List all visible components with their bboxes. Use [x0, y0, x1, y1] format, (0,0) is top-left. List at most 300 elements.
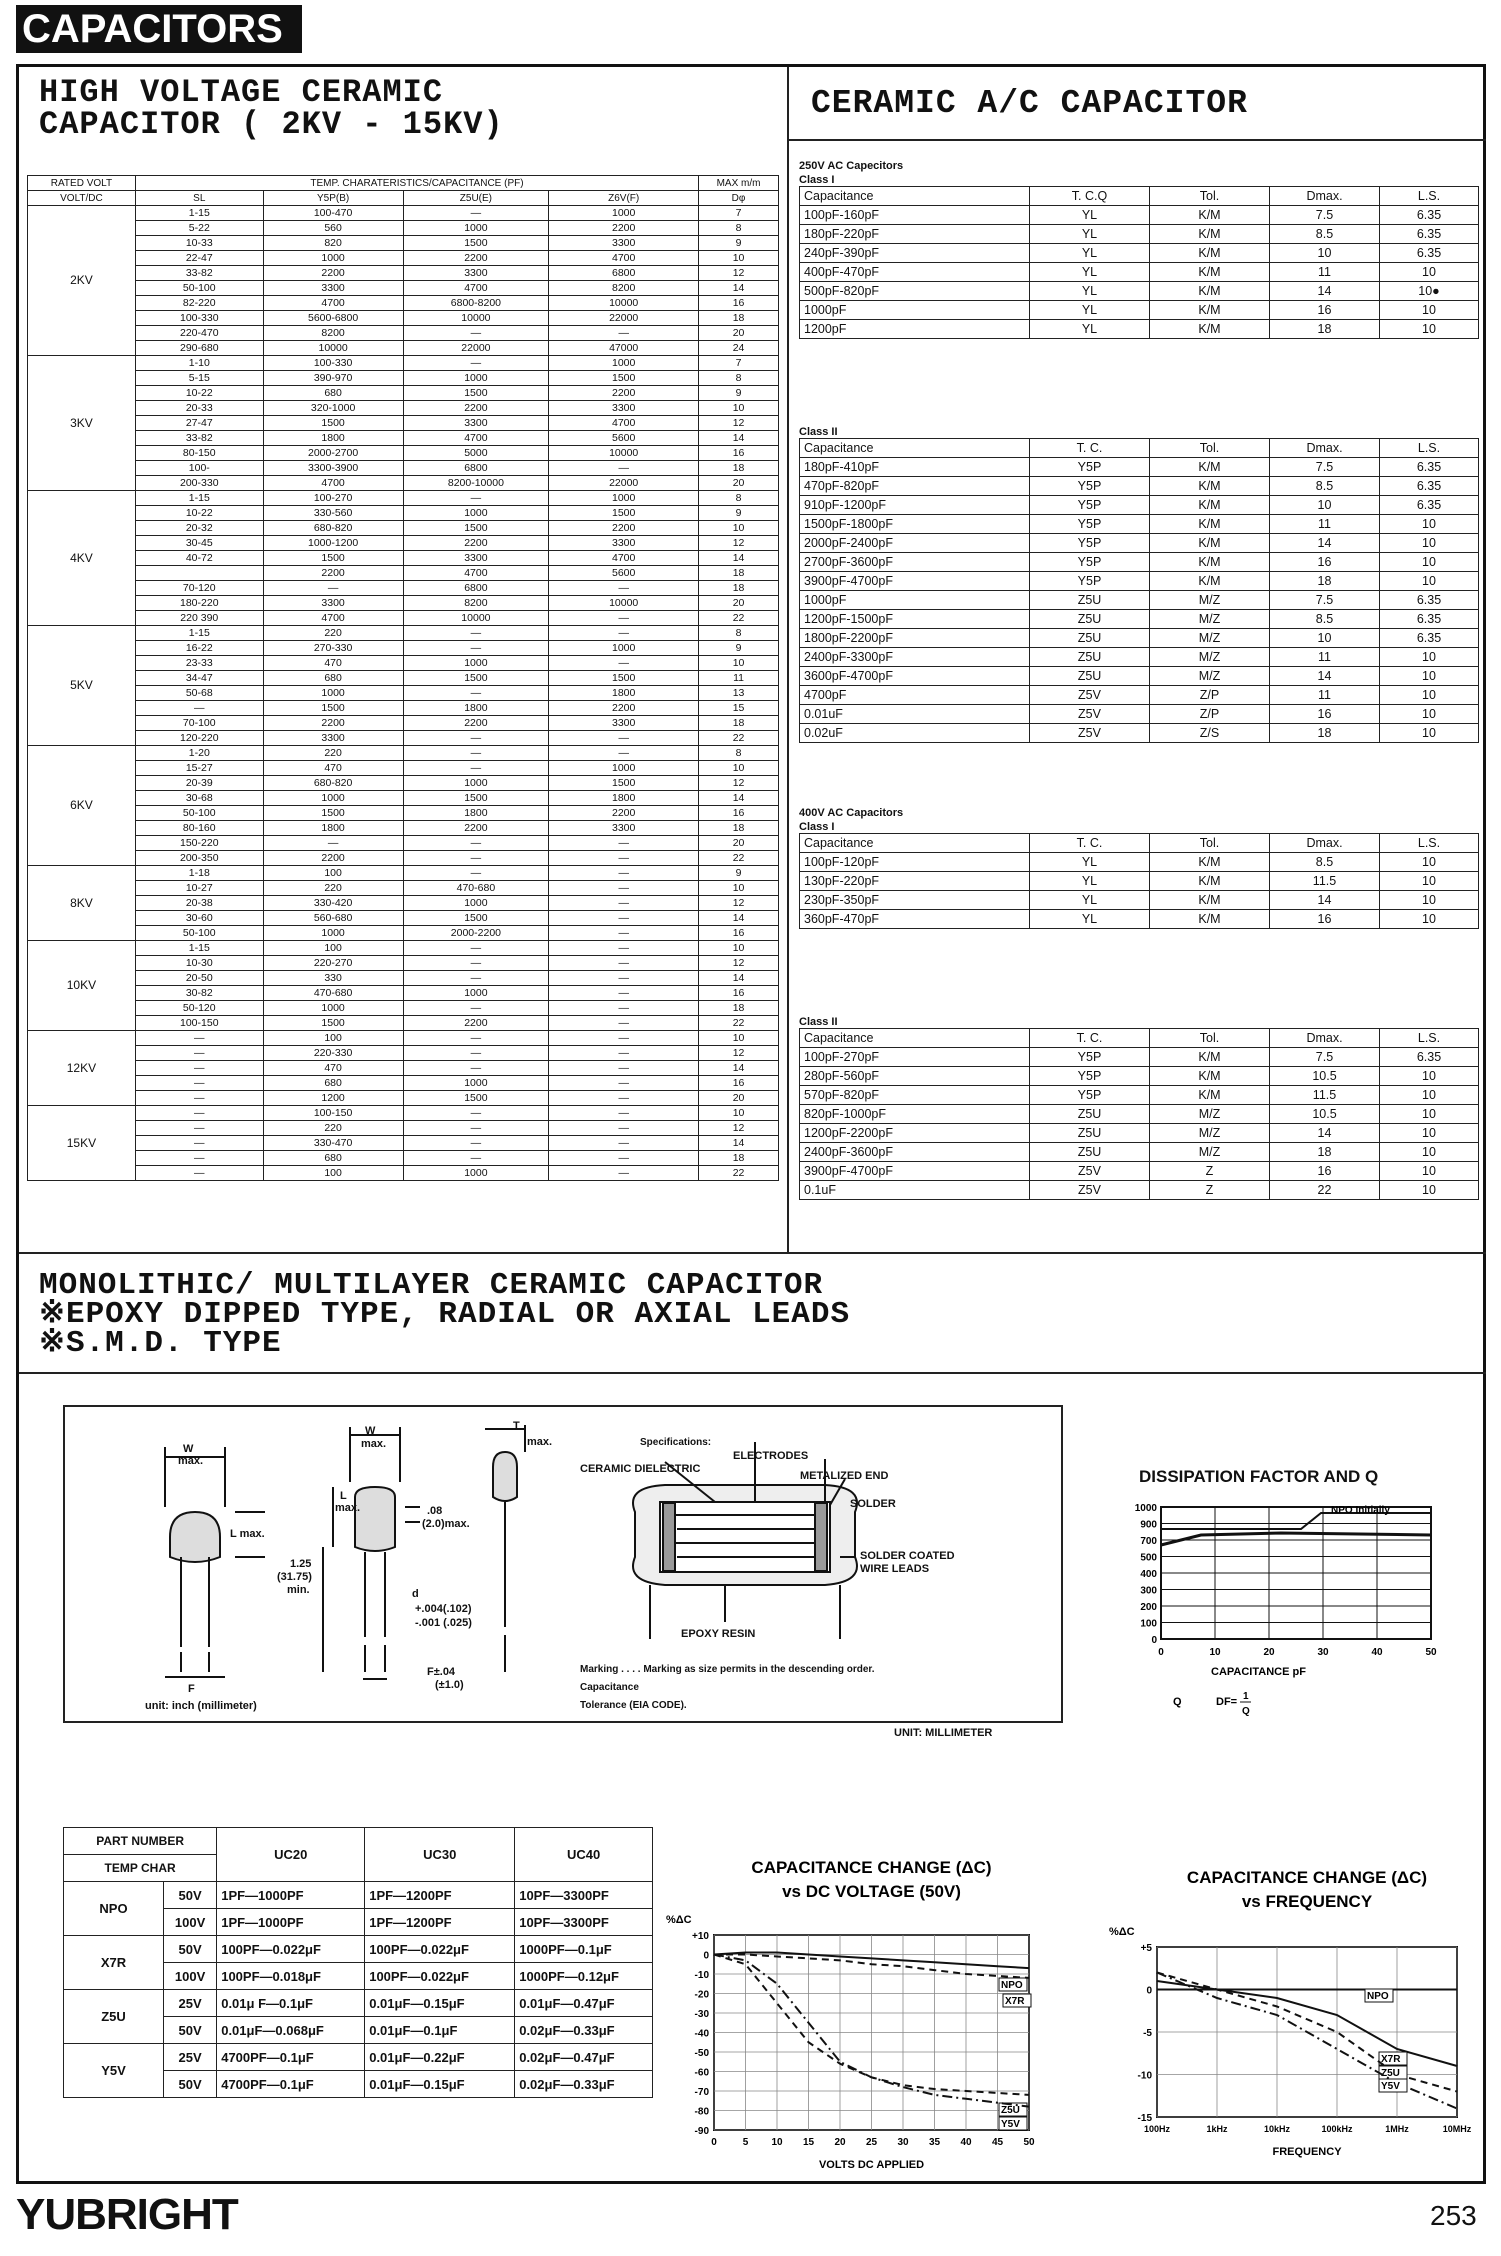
ac-head-cell: Capacitance [800, 834, 1030, 853]
ac-cell: 10 [1380, 1181, 1479, 1200]
ac-cell: Y5P [1030, 553, 1150, 572]
hv-cell: 16 [699, 296, 779, 311]
ac-cell: 10 [1380, 724, 1479, 743]
hv-cell: 150-220 [135, 836, 263, 851]
ac-head-cell: Dmax. [1270, 187, 1380, 206]
hv-cell: 30-82 [135, 986, 263, 1001]
hv-row [28, 416, 779, 431]
chart-legend-npo: NPO [1367, 1991, 1389, 2002]
ac-cell: 10 [1380, 1162, 1479, 1181]
hv-cell: — [549, 1151, 699, 1166]
hv-cell: 14 [699, 911, 779, 926]
df-ytick: 200 [1140, 1602, 1157, 1613]
ac-class: Class II [799, 426, 838, 438]
hv-cell: 70-100 [135, 716, 263, 731]
hv-cell: 14 [699, 791, 779, 806]
hv-cell: 18 [699, 1151, 779, 1166]
ac-cell: 7.5 [1270, 1048, 1380, 1067]
ac-cell: Y5P [1030, 496, 1150, 515]
ac-head-cell: Tol. [1150, 187, 1270, 206]
chart-ytick: 0 [703, 1950, 709, 1962]
ac-cell: M/Z [1150, 610, 1270, 629]
hv-cell: — [135, 1091, 263, 1106]
hv-cell: 2200 [263, 851, 403, 866]
ac-cell: K/M [1150, 553, 1270, 572]
hv-cell: 5-22 [135, 221, 263, 236]
hv-cell: — [549, 956, 699, 971]
ac-cell: 4700pF [800, 686, 1030, 705]
freq-chart-svg [1099, 1867, 1479, 2187]
hv-cell: 7 [699, 356, 779, 371]
hv-cell: 1000 [549, 641, 699, 656]
hv-row [28, 821, 779, 836]
ac-cell: 180pF-410pF [800, 458, 1030, 477]
ac-cell: K/M [1150, 282, 1270, 301]
ac-caption: 250V AC Capecitors [799, 160, 904, 172]
ac-cell: Z5U [1030, 629, 1150, 648]
ac-cell: Z5U [1030, 648, 1150, 667]
hv-row [28, 551, 779, 566]
hv-cell: 82-220 [135, 296, 263, 311]
hv-row [28, 956, 779, 971]
ac-cell: M/Z [1150, 667, 1270, 686]
hv-cell: 50-68 [135, 686, 263, 701]
hv-cell: 12 [699, 956, 779, 971]
hv-row [28, 746, 779, 761]
hv-cell: 30-45 [135, 536, 263, 551]
hv-row [28, 266, 779, 281]
hv-volt-cell: 8KV [28, 866, 136, 941]
hv-cell: 1000 [403, 1076, 549, 1091]
hv-cell: 1000 [263, 926, 403, 941]
hv-cell: 5-15 [135, 371, 263, 386]
ac-cell: Y5P [1030, 1067, 1150, 1086]
hv-cell: — [403, 686, 549, 701]
hv-volt-cell: 6KV [28, 746, 136, 866]
hv-cell: 10000 [263, 341, 403, 356]
ac-cell: YL [1030, 282, 1150, 301]
ac-cell: 10 [1380, 263, 1479, 282]
ac-cell: M/Z [1150, 648, 1270, 667]
ac-cell: 10 [1380, 648, 1479, 667]
ac-cell: M/Z [1150, 591, 1270, 610]
ac-cell: 10 [1380, 1105, 1479, 1124]
hv-row [28, 1001, 779, 1016]
ac-cell: Z5U [1030, 591, 1150, 610]
hv-cell: 50-100 [135, 281, 263, 296]
hv-row [28, 701, 779, 716]
hv-cell: 680-820 [263, 776, 403, 791]
hv-cell: 4700 [263, 296, 403, 311]
hv-cell: — [403, 1046, 549, 1061]
label-epoxy: EPOXY RESIN [681, 1628, 756, 1640]
ac-cell: 10 [1380, 853, 1479, 872]
pn-head-col1: UC20 [217, 1828, 365, 1882]
dim-w-max: max. [178, 1455, 204, 1467]
hv-cell: 20 [699, 596, 779, 611]
ac-cell: 820pF-1000pF [800, 1105, 1030, 1124]
ac-cell: YL [1030, 263, 1150, 282]
label-coated1: SOLDER COATED [860, 1550, 955, 1562]
pn-range: 0.01μF—0.22μF [365, 2044, 515, 2071]
hv-cell: 5600 [549, 431, 699, 446]
ac-cell: K/M [1150, 1067, 1270, 1086]
hv-cell: 22000 [549, 311, 699, 326]
hv-cell: — [549, 971, 699, 986]
ac-head-row [800, 187, 1479, 206]
hv-cell: 33-82 [135, 266, 263, 281]
ac-cell: YL [1030, 225, 1150, 244]
df-formula-q: Q [1173, 1696, 1182, 1708]
chart-xtick: 25 [865, 2137, 878, 2148]
ac-cell: Z5V [1030, 1162, 1150, 1181]
ac-class: Class I [799, 821, 835, 833]
label-metal: METALIZED END [800, 1470, 889, 1482]
ac-cell: 10● [1380, 282, 1479, 301]
df-ytick: 100 [1140, 1618, 1157, 1630]
ac-cell: Z/S [1150, 724, 1270, 743]
pn-range: 0.01μF—0.1μF [365, 2017, 515, 2044]
hv-cell: 100 [263, 1166, 403, 1181]
hv-cell: 3300 [549, 401, 699, 416]
ac-cell: 16 [1270, 553, 1380, 572]
ac-cell: K/M [1150, 1048, 1270, 1067]
ac-cell: K/M [1150, 244, 1270, 263]
hv-cell: — [403, 1136, 549, 1151]
pn-head-col3: UC40 [515, 1828, 653, 1882]
pn-range: 1PF—1200PF [365, 1909, 515, 1936]
hv-cell: 23-33 [135, 656, 263, 671]
ac-cell: K/M [1150, 853, 1270, 872]
hv-row [28, 1091, 779, 1106]
chart-xtick: 10MHz [1442, 2124, 1472, 2134]
hv-cell: 1000 [403, 371, 549, 386]
ac-cell: 16 [1270, 910, 1380, 929]
pn-range: 100PF—0.022μF [365, 1963, 515, 1990]
hv-head-rated: RATED VOLT [28, 176, 136, 191]
ac-row [800, 853, 1479, 872]
pn-row [64, 2044, 653, 2071]
pn-range: 0.02μF—0.33μF [515, 2071, 653, 2098]
ac-row [800, 1105, 1479, 1124]
hv-cell: 12 [699, 266, 779, 281]
ac-cell: K/M [1150, 534, 1270, 553]
pn-range: 100PF—0.018μF [217, 1963, 365, 1990]
hv-cell: — [549, 986, 699, 1001]
ac-cell: 1000pF [800, 591, 1030, 610]
ac-head-cell: L.S. [1380, 1029, 1479, 1048]
ac-row [800, 515, 1479, 534]
dim-t: T [513, 1420, 520, 1432]
ac-cell: 360pF-470pF [800, 910, 1030, 929]
df-chart [1099, 1467, 1469, 1797]
hv-cell: 12 [699, 536, 779, 551]
hv-cell: 6800 [403, 461, 549, 476]
page-frame [16, 64, 1486, 2184]
hv-row [28, 731, 779, 746]
ac-cell: 14 [1270, 891, 1380, 910]
hv-cell: 20 [699, 326, 779, 341]
hv-cell: 14 [699, 1061, 779, 1076]
df-xtick: 10 [1209, 1647, 1221, 1658]
ac-cell: 16 [1270, 301, 1380, 320]
hv-row [28, 491, 779, 506]
ac-cell: 11 [1270, 648, 1380, 667]
hv-cell: 10-22 [135, 506, 263, 521]
hv-cell: — [549, 731, 699, 746]
df-frac-den: Q [1242, 1706, 1250, 1717]
hv-cell: 1500 [263, 551, 403, 566]
hv-cell: 2200 [549, 386, 699, 401]
hv-cell: 1000 [549, 491, 699, 506]
hv-cell: 3300 [403, 551, 549, 566]
ac-cell: K/M [1150, 320, 1270, 339]
chart-title: CAPACITANCE CHANGE (ΔC) [751, 1858, 992, 1877]
ac-cell: 10 [1380, 910, 1479, 929]
hv-cell: — [403, 1151, 549, 1166]
ac-cell: Z5U [1030, 1105, 1150, 1124]
hv-cell: 2200 [263, 716, 403, 731]
hv-cell: 20 [699, 476, 779, 491]
chart-ytick: -60 [694, 2067, 709, 2079]
ac-row [800, 477, 1479, 496]
hv-cell: 220 [263, 1121, 403, 1136]
hv-cell: 22 [699, 731, 779, 746]
hv-volt-cell: 10KV [28, 941, 136, 1031]
hv-cell: 2000-2700 [263, 446, 403, 461]
hv-cell: — [263, 836, 403, 851]
chart-ytick: -15 [1137, 2113, 1152, 2124]
hv-volt-cell: 12KV [28, 1031, 136, 1106]
hv-cell: 22000 [549, 476, 699, 491]
ac-cell: 16 [1270, 705, 1380, 724]
ac-row [800, 648, 1479, 667]
ac-cell: 6.35 [1380, 244, 1479, 263]
ac-head-cell: T. C. [1030, 439, 1150, 458]
label-dielectric: CERAMIC DIELECTRIC [580, 1463, 701, 1475]
ac-cell: Y5P [1030, 515, 1150, 534]
df-ytick: 0 [1151, 1635, 1157, 1646]
df-series-line [1161, 1533, 1431, 1545]
hv-cell: 470 [263, 656, 403, 671]
hv-cell: — [403, 746, 549, 761]
ac-cell: 18 [1270, 320, 1380, 339]
hv-cell: 8 [699, 491, 779, 506]
hv-cell: 470 [263, 761, 403, 776]
hv-cell: 220 [263, 746, 403, 761]
dim-min: min. [287, 1584, 310, 1596]
hv-row [28, 476, 779, 491]
hv-title [39, 74, 504, 143]
ac-cell: 0.1uF [800, 1181, 1030, 1200]
pn-voltage: 100V [164, 1909, 217, 1936]
hv-cell: 1000 [263, 686, 403, 701]
ac-cell: Y5P [1030, 1086, 1150, 1105]
hv-cell: — [549, 581, 699, 596]
hv-cell: 3300-3900 [263, 461, 403, 476]
diagram-box [63, 1405, 1063, 1723]
ac-table [799, 438, 1479, 743]
hv-cell: — [549, 941, 699, 956]
hv-cell: 100-150 [135, 1016, 263, 1031]
hv-cell: 4700 [263, 611, 403, 626]
hv-cell: 47000 [549, 341, 699, 356]
ac-row [800, 244, 1479, 263]
ac-cell: Z [1150, 1162, 1270, 1181]
chart-xtick: 5 [742, 2137, 749, 2148]
hv-cell: — [549, 1076, 699, 1091]
ac-cell: 6.35 [1380, 225, 1479, 244]
pn-range: 1000PF—0.1μF [515, 1936, 653, 1963]
hv-cell: 10000 [549, 446, 699, 461]
hv-cell: 1800 [549, 686, 699, 701]
hv-cell: 14 [699, 971, 779, 986]
chart-xtick: 40 [960, 2137, 972, 2148]
ac-cell: K/M [1150, 572, 1270, 591]
section-divider-2 [19, 1372, 1486, 1374]
hv-cell: — [135, 1046, 263, 1061]
ac-table-block [799, 807, 1479, 929]
hv-cell: 390-970 [263, 371, 403, 386]
hv-cell: 10 [699, 401, 779, 416]
ac-cell: 11.5 [1270, 872, 1380, 891]
ac-head-row [800, 1029, 1479, 1048]
hv-row [28, 716, 779, 731]
hv-cell: 270-330 [263, 641, 403, 656]
hv-cell: 12 [699, 416, 779, 431]
ac-cell: 280pF-560pF [800, 1067, 1030, 1086]
hv-cell: — [403, 206, 549, 221]
hv-cell: 10-22 [135, 386, 263, 401]
ac-head-cell: T. C. [1030, 1029, 1150, 1048]
label-coated2: WIRE LEADS [860, 1563, 930, 1575]
df-xtick: 30 [1317, 1647, 1329, 1658]
hv-row [28, 986, 779, 1001]
hv-row [28, 371, 779, 386]
ac-row [800, 667, 1479, 686]
chart-ytick: 0 [1146, 1985, 1152, 1997]
hv-cell: 10-27 [135, 881, 263, 896]
pn-range: 10PF—3300PF [515, 1882, 653, 1909]
hv-cell: 120-220 [135, 731, 263, 746]
hv-cell: — [403, 491, 549, 506]
spec-label: Specifications: [640, 1437, 712, 1448]
hv-head-temp: TEMP. CHARATERISTICS/CAPACITANCE (PF) [135, 176, 698, 191]
hv-cell: 34-47 [135, 671, 263, 686]
hv-cell: 2200 [549, 701, 699, 716]
hv-cell: 5000 [403, 446, 549, 461]
hv-cell: 22 [699, 851, 779, 866]
hv-cell: — [549, 926, 699, 941]
hv-cell: 10000 [549, 296, 699, 311]
hv-cell: 22 [699, 611, 779, 626]
pn-range: 1PF—1000PF [217, 1909, 365, 1936]
hv-cell: 220-270 [263, 956, 403, 971]
ac-cell: 470pF-820pF [800, 477, 1030, 496]
df-ytick: 1000 [1134, 1503, 1157, 1514]
ac-cell: K/M [1150, 301, 1270, 320]
chart-subtitle: vs FREQUENCY [1241, 1892, 1373, 1911]
dim-l-max: max. [335, 1502, 361, 1514]
hv-cell: 1-20 [135, 746, 263, 761]
hv-head-z5u: Z5U(E) [403, 191, 549, 206]
ac-cell: 10 [1380, 1086, 1479, 1105]
hv-cell: — [549, 1031, 699, 1046]
ac-cell: 11 [1270, 263, 1380, 282]
ac-cell: 180pF-220pF [800, 225, 1030, 244]
hv-row [28, 446, 779, 461]
hv-cell: 9 [699, 641, 779, 656]
ac-row [800, 534, 1479, 553]
ac-caption [799, 1002, 1479, 1016]
hv-cell: 1000 [263, 791, 403, 806]
ac-cell: 18 [1270, 572, 1380, 591]
hv-cell: 20-33 [135, 401, 263, 416]
hv-cell: 680 [263, 1151, 403, 1166]
hv-cell: 1500 [549, 671, 699, 686]
hv-volt-cell: 5KV [28, 626, 136, 746]
hv-cell: 680 [263, 1076, 403, 1091]
hv-cell: — [549, 611, 699, 626]
hv-title-line2: CAPACITOR ( 2KV - 15KV) [39, 106, 504, 143]
ac-cell: 14 [1270, 534, 1380, 553]
hv-cell: 12 [699, 1046, 779, 1061]
hv-row [28, 281, 779, 296]
ac-cell: YL [1030, 891, 1150, 910]
hv-cell: 330-560 [263, 506, 403, 521]
ac-cell: 10 [1380, 667, 1479, 686]
dim-125: 1.25 [290, 1558, 312, 1570]
hv-cell: 14 [699, 551, 779, 566]
pn-range: 4700PF—0.1μF [217, 2071, 365, 2098]
hv-title-line1: HIGH VOLTAGE CERAMIC [39, 74, 444, 111]
hv-row [28, 431, 779, 446]
frequency-chart [1099, 1867, 1479, 2187]
pn-range: 1000PF—0.12μF [515, 1963, 653, 1990]
label-solder: SOLDER [850, 1498, 896, 1510]
ac-cell: Y5P [1030, 477, 1150, 496]
ac-row [800, 1181, 1479, 1200]
hv-cell: 4700 [403, 431, 549, 446]
hv-cell: 9 [699, 236, 779, 251]
ac-cell: YL [1030, 301, 1150, 320]
hv-row [28, 686, 779, 701]
ac-cell: 6.35 [1380, 610, 1479, 629]
ac-cell: K/M [1150, 515, 1270, 534]
hv-cell: 27-47 [135, 416, 263, 431]
hv-cell: 4700 [403, 281, 549, 296]
chart-xtick: 100Hz [1143, 2124, 1171, 2134]
hv-cell: 100-150 [263, 1106, 403, 1121]
hv-cell: 8200 [549, 281, 699, 296]
ac-cell: 10 [1380, 534, 1479, 553]
hv-cell: — [549, 851, 699, 866]
hv-cell: 2200 [403, 821, 549, 836]
hv-cell: 18 [699, 566, 779, 581]
hv-cell [135, 566, 263, 581]
df-formula: DF= [1216, 1696, 1238, 1708]
hv-cell: 320-1000 [263, 401, 403, 416]
ac-cell: K/M [1150, 1086, 1270, 1105]
ac-cell: 10 [1380, 1067, 1479, 1086]
hv-row [28, 626, 779, 641]
chart-legend-z5u: Z5U [1381, 2068, 1400, 2079]
hv-cell: 1000 [403, 506, 549, 521]
ac-cell: M/Z [1150, 1124, 1270, 1143]
hv-cell: 20 [699, 1091, 779, 1106]
chart-series-x7r [1157, 1981, 1457, 2066]
hv-cell: 3300 [403, 416, 549, 431]
